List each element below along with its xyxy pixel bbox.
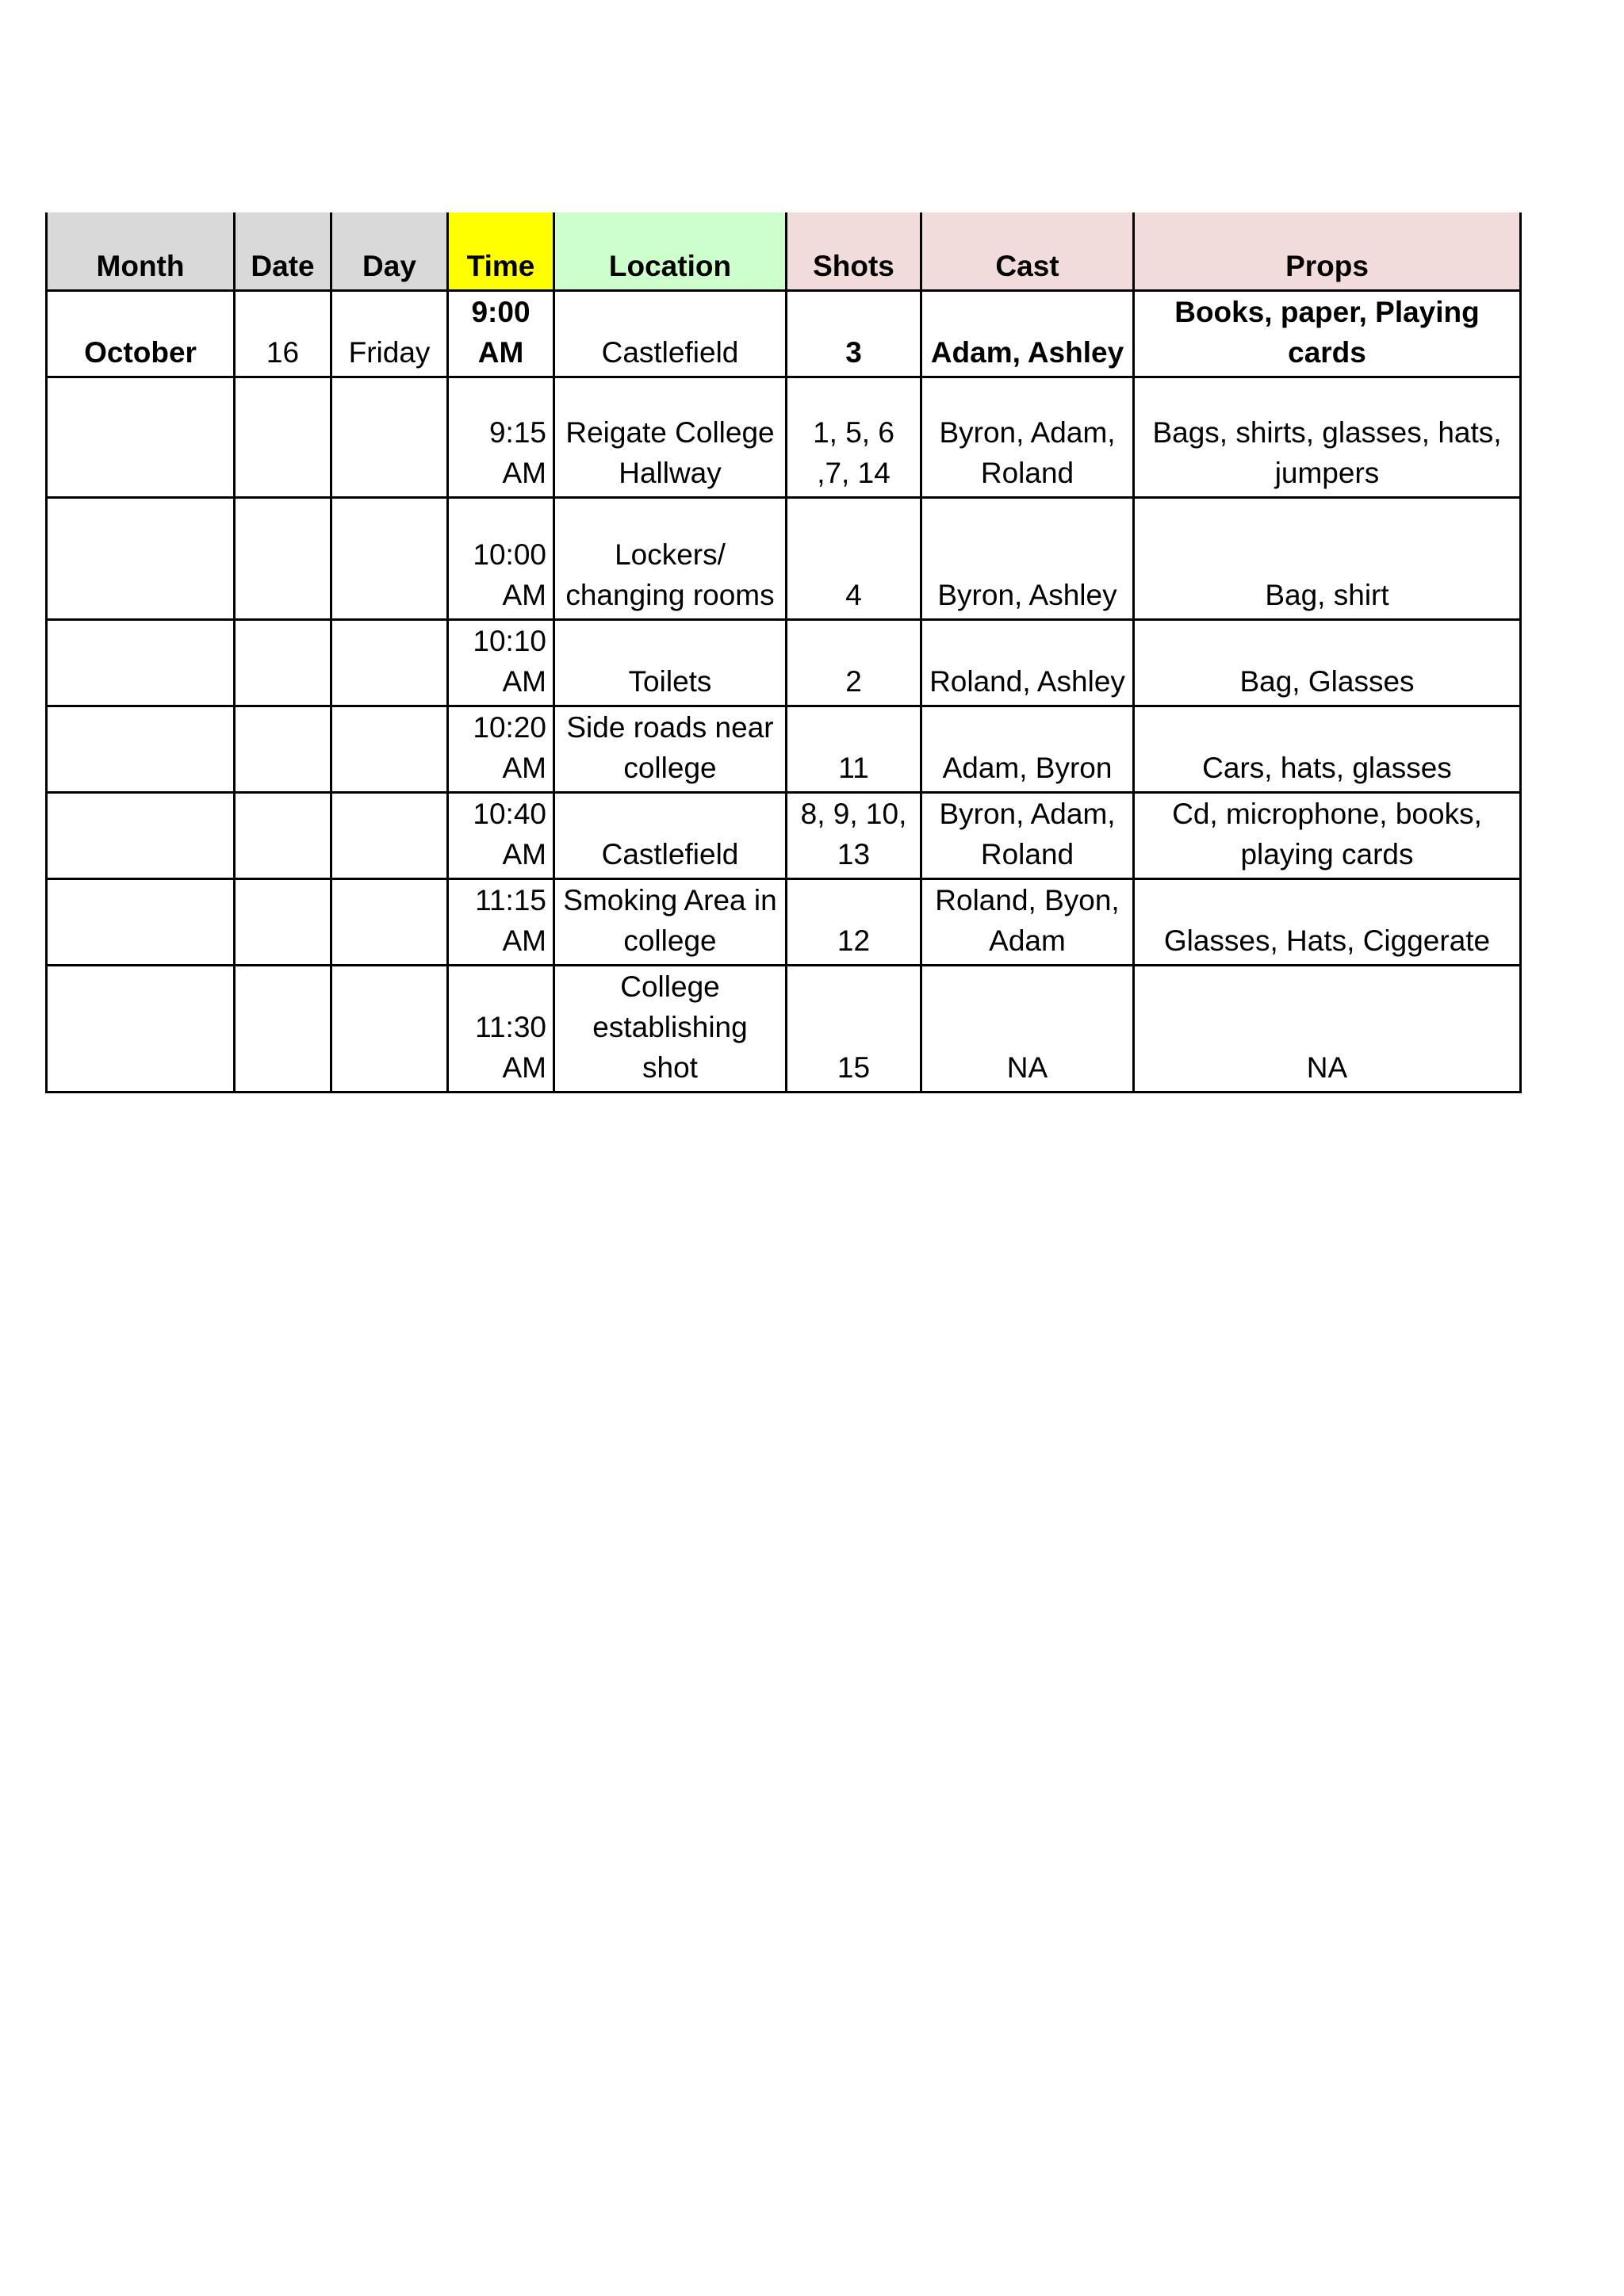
cell-date bbox=[235, 706, 331, 792]
table-row bbox=[47, 619, 1521, 706]
cell-day bbox=[331, 497, 448, 619]
cell-day: Friday bbox=[331, 290, 448, 377]
cell-shots: 1, 5, 6 ,7, 14 bbox=[787, 377, 921, 497]
cell-props: Books, paper, Playing cards bbox=[1134, 290, 1521, 377]
cell-shots: 3 bbox=[787, 290, 921, 377]
cell-cast: Byron, Adam, Roland bbox=[921, 377, 1134, 497]
cell-location: Castlefield bbox=[554, 290, 787, 377]
cell-cast: Adam, Ashley bbox=[921, 290, 1134, 377]
cell-shots: 4 bbox=[787, 497, 921, 619]
cell-cast: NA bbox=[921, 965, 1134, 1092]
header-props: Props bbox=[1134, 212, 1521, 290]
cell-time: 11:30 AM bbox=[448, 965, 554, 1092]
header-location: Location bbox=[554, 212, 787, 290]
cell-date bbox=[235, 497, 331, 619]
cell-month bbox=[47, 792, 235, 878]
cell-props: Glasses, Hats, Ciggerate bbox=[1134, 878, 1521, 965]
cell-shots: 15 bbox=[787, 965, 921, 1092]
cell-props: Bag, Glasses bbox=[1134, 619, 1521, 706]
cell-date bbox=[235, 965, 331, 1092]
cell-day bbox=[331, 792, 448, 878]
cell-day bbox=[331, 619, 448, 706]
cell-month bbox=[47, 878, 235, 965]
cell-props: Cd, microphone, books, playing cards bbox=[1134, 792, 1521, 878]
cell-time: 9:00 AM bbox=[448, 290, 554, 377]
cell-location: Reigate College Hallway bbox=[554, 377, 787, 497]
cell-props: Bag, shirt bbox=[1134, 497, 1521, 619]
cell-location: Smoking Area in college bbox=[554, 878, 787, 965]
header-month: Month bbox=[47, 212, 235, 290]
table-row bbox=[47, 965, 1521, 1092]
header-time: Time bbox=[448, 212, 554, 290]
header-row bbox=[47, 212, 1521, 290]
cell-month bbox=[47, 965, 235, 1092]
cell-props: NA bbox=[1134, 965, 1521, 1092]
table-row bbox=[47, 792, 1521, 878]
cell-location: Castlefield bbox=[554, 792, 787, 878]
cell-cast: Adam, Byron bbox=[921, 706, 1134, 792]
cell-time: 10:10 AM bbox=[448, 619, 554, 706]
table-row bbox=[47, 878, 1521, 965]
cell-location: College establishing shot bbox=[554, 965, 787, 1092]
table-row bbox=[47, 706, 1521, 792]
table-row bbox=[47, 377, 1521, 497]
cell-props: Cars, hats, glasses bbox=[1134, 706, 1521, 792]
cell-time: 10:00 AM bbox=[448, 497, 554, 619]
header-date: Date bbox=[235, 212, 331, 290]
cell-date bbox=[235, 377, 331, 497]
cell-shots: 11 bbox=[787, 706, 921, 792]
table-row bbox=[47, 497, 1521, 619]
cell-month bbox=[47, 706, 235, 792]
cell-shots: 12 bbox=[787, 878, 921, 965]
header-cast: Cast bbox=[921, 212, 1134, 290]
cell-cast: Roland, Ashley bbox=[921, 619, 1134, 706]
cell-day bbox=[331, 965, 448, 1092]
cell-cast: Roland, Byon, Adam bbox=[921, 878, 1134, 965]
cell-month bbox=[47, 497, 235, 619]
cell-date bbox=[235, 619, 331, 706]
cell-shots: 8, 9, 10, 13 bbox=[787, 792, 921, 878]
cell-date bbox=[235, 792, 331, 878]
cell-location: Toilets bbox=[554, 619, 787, 706]
cell-month: October bbox=[47, 290, 235, 377]
cell-month bbox=[47, 377, 235, 497]
shooting-schedule-table bbox=[45, 212, 1522, 1093]
cell-day bbox=[331, 878, 448, 965]
cell-time: 10:40 AM bbox=[448, 792, 554, 878]
cell-day bbox=[331, 377, 448, 497]
cell-day bbox=[331, 706, 448, 792]
cell-cast: Byron, Adam, Roland bbox=[921, 792, 1134, 878]
cell-cast: Byron, Ashley bbox=[921, 497, 1134, 619]
cell-time: 9:15 AM bbox=[448, 377, 554, 497]
table-row bbox=[47, 290, 1521, 377]
cell-date: 16 bbox=[235, 290, 331, 377]
cell-month bbox=[47, 619, 235, 706]
cell-date bbox=[235, 878, 331, 965]
cell-time: 11:15 AM bbox=[448, 878, 554, 965]
cell-props: Bags, shirts, glasses, hats, jumpers bbox=[1134, 377, 1521, 497]
cell-shots: 2 bbox=[787, 619, 921, 706]
cell-location: Lockers/ changing rooms bbox=[554, 497, 787, 619]
cell-location: Side roads near college bbox=[554, 706, 787, 792]
header-shots: Shots bbox=[787, 212, 921, 290]
cell-time: 10:20 AM bbox=[448, 706, 554, 792]
header-day: Day bbox=[331, 212, 448, 290]
